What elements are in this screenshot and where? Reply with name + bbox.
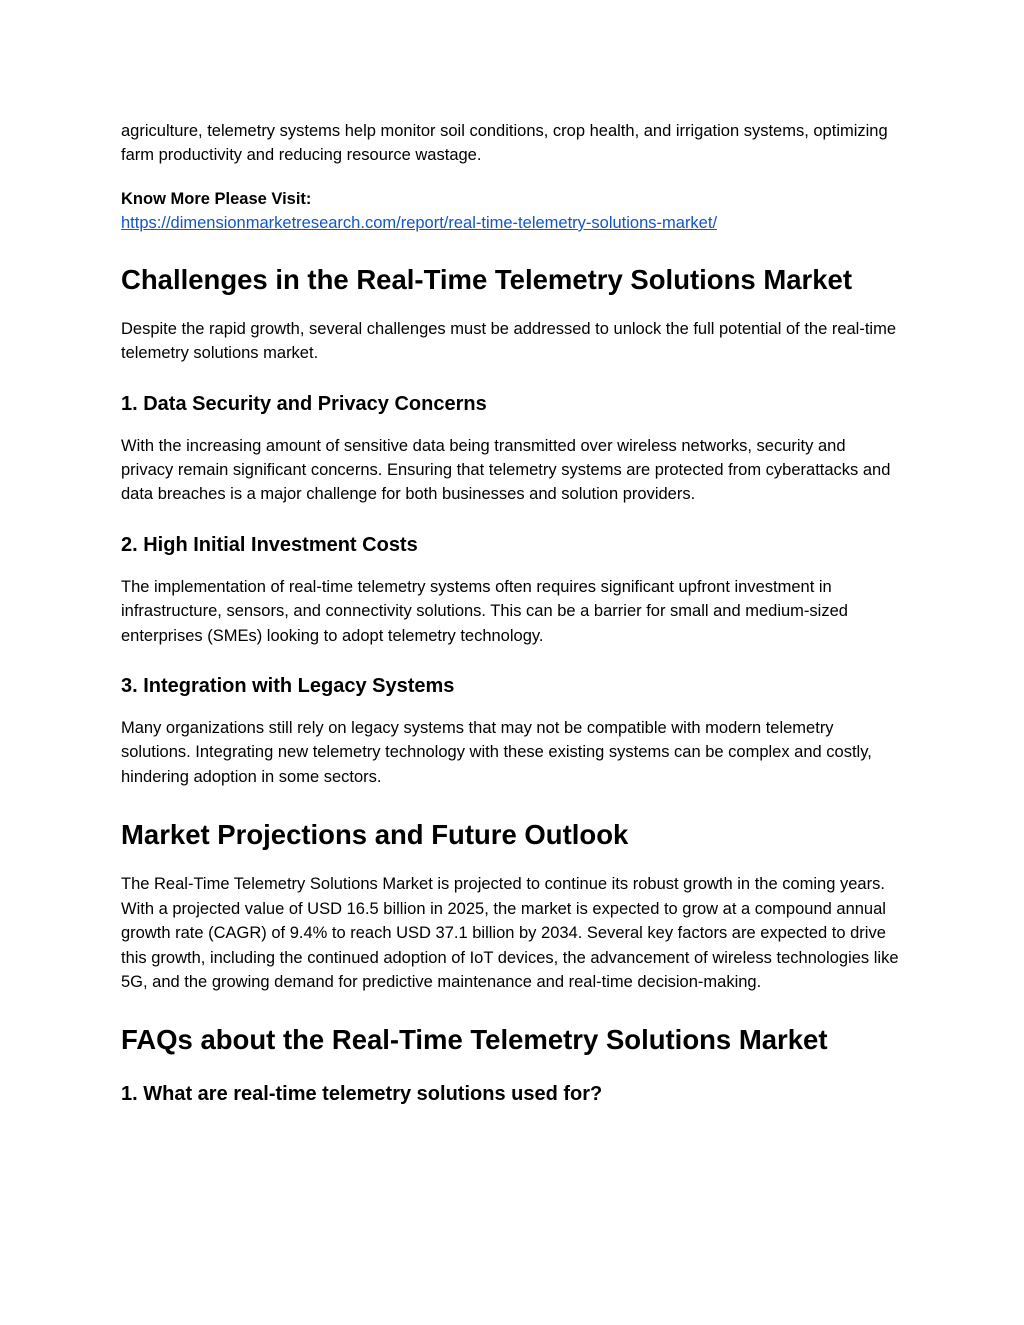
challenges-heading: Challenges in the Real-Time Telemetry Solutions Market bbox=[121, 263, 852, 295]
faq-1-question: 1. What are real-time telemetry solutions used for? bbox=[121, 1083, 603, 1106]
projections-heading: Market Projections and Future Outlook bbox=[121, 819, 629, 851]
challenges-intro: Despite the rapid growth, several challenges must be addressed to unlock the full potential of the real-time telemetry solutions market. bbox=[121, 319, 897, 363]
document-page bbox=[121, 119, 901, 1108]
report-link[interactable]: https://dimensionmarketresearch.com/report/real-time-telemetry-solutions-market/ bbox=[121, 213, 718, 232]
challenge-2-title: 2. High Initial Investment Costs bbox=[121, 533, 418, 556]
challenge-3-title: 3. Integration with Legacy Systems bbox=[121, 675, 455, 698]
challenge-3-body: Many organizations still rely on legacy systems that may not be compatible with modern telemetry solutions. Integrating new telemetry technology with these existing systems can be complex and costly, hindering adoption in some sectors. bbox=[121, 719, 872, 786]
challenge-1-title: 1. Data Security and Privacy Concerns bbox=[121, 392, 487, 415]
faqs-heading: FAQs about the Real-Time Telemetry Solutions Market bbox=[121, 1024, 828, 1056]
visit-label: Know More Please Visit: bbox=[121, 189, 312, 208]
challenge-2-body: The implementation of real-time telemetry systems often requires significant upfront investment in infrastructure, sensors, and connectivity solutions. This can be a barrier for small and medium-sized enterprises (SMEs) looking to adopt telemetry technology. bbox=[121, 577, 848, 645]
challenge-1-body: With the increasing amount of sensitive data being transmitted over wireless networks, security and privacy remain significant concerns. Ensuring that telemetry systems are protected from cyberattacks and data breaches is a major challenge for both businesses and solution providers. bbox=[121, 436, 891, 504]
intro-paragraph: agriculture, telemetry systems help monitor soil conditions, crop health, and irrigation systems, optimizing farm productivity and reducing resource wastage. bbox=[121, 122, 888, 165]
projections-body: The Real-Time Telemetry Solutions Market is projected to continue its robust growth in the coming years. With a projected value of USD 16.5 billion in 2025, the market is expected to grow at a compound annual growth rate (CAGR) of 9.4% to reach USD 37.1 billion by 2034. Several key factors are expected to drive this growth, including the continued adoption of IoT devices, the advancement of wireless technologies like 5G, and the growing demand for predictive maintenance and real-time decision-making. bbox=[121, 875, 899, 991]
visit-block bbox=[121, 187, 901, 235]
